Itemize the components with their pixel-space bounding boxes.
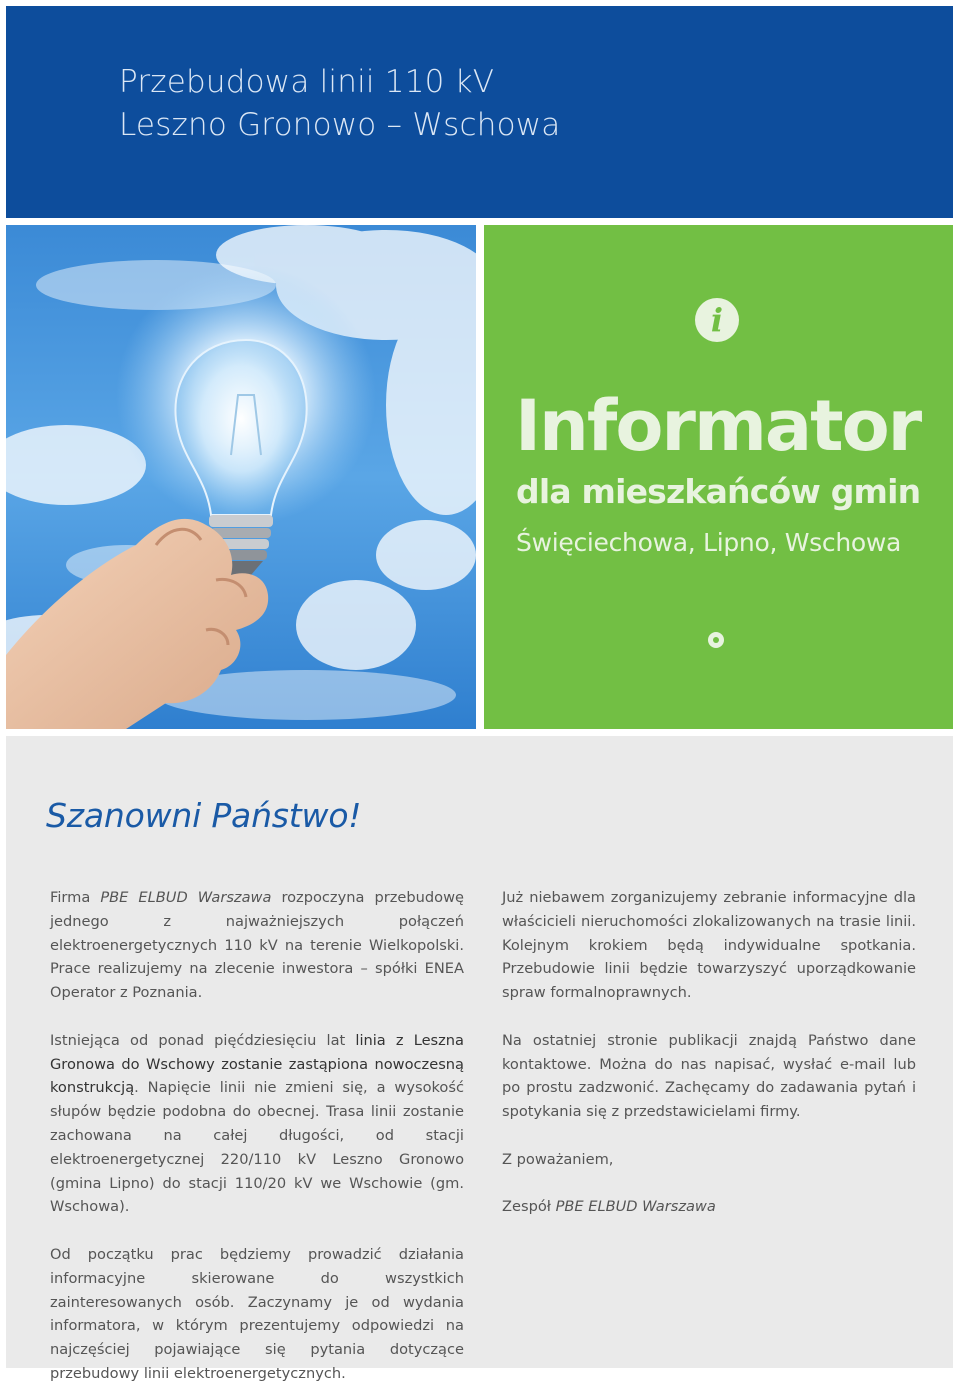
page-title-line1: Przebudowa linii 110 kV — [119, 64, 495, 100]
paragraph-2 — [50, 1029, 464, 1219]
informator-title: Informator — [515, 385, 921, 467]
text: Istniejąca od ponad pięćdziesięciu lat — [50, 1031, 356, 1049]
informator-panel — [484, 225, 953, 729]
paragraph-4: Już niebawem zorganizujemy zebranie informacyjne dla właścicieli nieruchomości zlokalizowanych na trasie linii. Kolejnym krokiem będą indywidualne spotkania. Przebudowie linii będzie towarzyszyć uporządkowanie spraw formalnoprawnych. — [502, 889, 916, 1002]
letter-column-right — [502, 886, 916, 1243]
info-icon: i — [695, 298, 739, 342]
letter-column-left — [50, 886, 464, 1386]
lightbulb-photo — [6, 225, 476, 729]
text: . Napięcie linii nie zmieni się, a wysokość słupów będzie podobna do obecnej. Trasa linii zostanie zachowana na całej długości, od stacji elektroenergetycznej 220/110 kV Leszno Gronowo (gmina Lipno) do stacji 110/20 kV we Wschowie (gm. Wschowa). — [50, 1079, 464, 1216]
dot-icon — [708, 632, 724, 648]
informator-subtitle: dla mieszkańców gmin — [516, 472, 921, 511]
company-name: PBE ELBUD Warszawa — [100, 889, 272, 906]
lightbulb-illustration — [6, 225, 476, 729]
letter-section — [6, 736, 953, 1382]
header-banner — [6, 6, 953, 218]
signature — [502, 1195, 916, 1219]
page-title-line2: Leszno Gronowo – Wschowa — [119, 107, 561, 143]
informator-towns: Święciechowa, Lipno, Wschowa — [516, 528, 902, 557]
closing: Z poważaniem, — [502, 1150, 614, 1168]
paragraph-5: Na ostatniej stronie publikacji znajdą Państwo dane kontaktowe. Można do nas napisać, wysłać e-mail lub po prostu zadzwonić. Zachęcamy do zadawania pytań i spotykania się z przedstawicielami firmy. — [502, 1031, 916, 1121]
paragraph-1 — [50, 886, 464, 1005]
paragraph-3: Od początku prac będziemy prowadzić działania informacyjne skierowane do wszystkich zainteresowanych osób. Zaczynamy je od wydania informatora, w którym prezentujemy odpowiedzi na najczęściej pojawiające się pytania dotyczące przebudowy linii elektroenergetycznych. — [50, 1245, 464, 1382]
text: rozpoczyna przebudowę jednego z najważniejszych połączeń elektroenergetycznych 110 kV na terenie Wielkopolski. Prace realizujemy na zlecenie inwestora – spółki ENEA Operator z Poznania. — [50, 889, 464, 1002]
company-name: PBE ELBUD Warszawa — [555, 1198, 716, 1216]
text: Zespół — [502, 1198, 556, 1216]
letter-greeting: Szanowni Państwo! — [46, 796, 362, 835]
text: Firma — [50, 889, 101, 906]
highlighted-text: linia z Leszna Gronowa do Wschowy zostanie zastąpiona nowoczesną konstrukcją — [50, 1031, 464, 1097]
